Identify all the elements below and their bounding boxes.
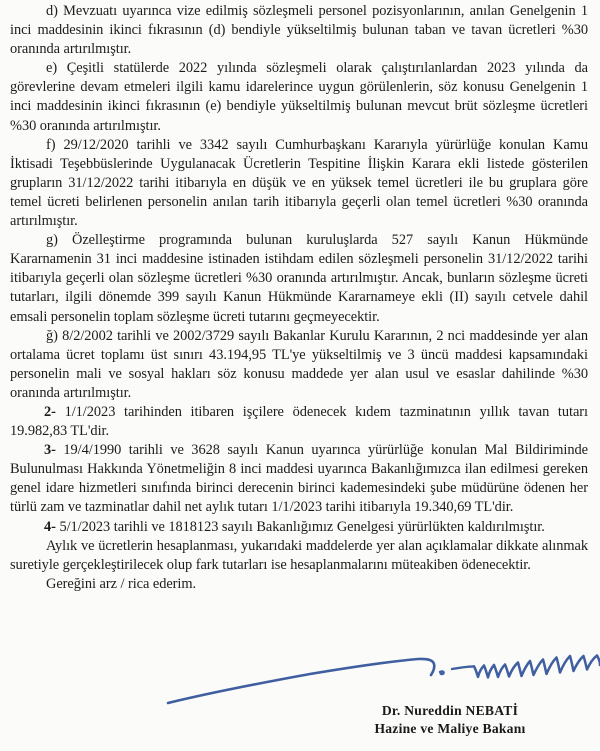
signature-block: [0, 628, 600, 751]
signatory-title: Hazine ve Maliye Bakanı: [374, 720, 526, 736]
list-marker-3: 3-: [44, 442, 56, 459]
paragraph-item-2-text: 1/1/2023 tarihinden itibaren işçilere ödenecek kıdem tazminatının yıllık tavan tutarı 19.982,83 TL'dir.: [10, 403, 588, 440]
signatory: [300, 702, 600, 737]
paragraph-item-g: g) Özelleştirme programında bulunan kuruluşlarda 527 sayılı Kanun Hükmünde Kararnamenin 31 inci maddesine istinaden istihdam edilen sözleşmeli personelin 31/12/2022 tarihi itibarıyla geçerli olan sözleşme ücretleri %30 oranında artırılmıştır. Ancak, bunların sözleşme ücreti tutarları, ilgili dönemde 399 sayılı Kanun Hükmünde Kararnameye ekli (II) sayılı cetvele dahil emsali personelin toplam sözleşme ücreti tutarını geçmeyecektir.: [10, 232, 588, 325]
paragraph-closing-note: Aylık ve ücretlerin hesaplanması, yukarıdaki maddelerde yer alan açıklamalar dikkate alınmak suretiyle gerçekleştirilecek olup fark tutarları ise hesaplanmalarını müteakiben ödenecektir.: [10, 537, 588, 573]
paragraph-item-g-breve: ğ) 8/2/2002 tarihli ve 2002/3729 sayılı Bakanlar Kurulu Kararının, 2 nci maddesinde yer alan ortalama ücret toplamı üst sınırı 43.194,95 TL'ye yükseltilmiş ve 3 üncü maddesi kapsamındaki personelin mali ve sosyal hakları söz konusu maddede yer alan usul ve esaslar dahilinde %30 oranında artırılmıştır.: [10, 327, 588, 401]
list-marker-2: 2-: [44, 403, 56, 420]
paragraph-item-d: d) Mevzuatı uyarınca vize edilmiş sözleşmeli personel pozisyonlarının, anılan Genelgenin 1 inci maddesinin ikinci fıkrasının (d) bendiyle yükseltilmiş bulunan taban ve tavan ücretleri %30 oranında artırılmıştır.: [10, 3, 588, 58]
signatory-name: Dr. Nureddin NEBATİ: [381, 703, 519, 718]
paragraph-item-e: e) Çeşitli statülerde 2022 yılında sözleşmeli olarak çalıştırılanlardan 2023 yılında da görevlerine devam etmeleri ilgili kamu idarelerince uygun görülenlerin, söz konusu Genelgenin 1 inci maddesinin ikinci fıkrasının (e) bendiyle yükseltilmiş bulunan mevcut brüt sözleşme ücretleri %30 oranında artırılmıştır.: [10, 60, 588, 134]
paragraph-item-4: [10, 518, 588, 537]
paragraph-item-3-text: 19/4/1990 tarihli ve 3628 sayılı Kanun uyarınca yürürlüğe konulan Mal Bildiriminde Bulunulması Hakkında Yönetmeliğin 8 inci maddesi uyarınca Bakanlığımızca ilan edilmesi gereken genel idare hizmetleri sınıfında birinci derecenin birinci kademesindeki şube müdürüne ödenen her türlü zam ve tazminatlar dahil net aylık tutarı 1/1/2023 tarihi itibarıyla 19.340,69 TL'dir.: [10, 442, 588, 516]
list-marker-4: 4-: [44, 518, 56, 535]
paragraph-item-f: f) 29/12/2020 tarihli ve 3342 sayılı Cumhurbaşkanı Kararıyla yürürlüğe konulan Kamu İktisadi Teşebbüslerinde Uygulanacak Ücretlerin Tespitine İlişkin Karara ekli listede gösterilen grupların 31/12/2022 tarihi itibarıyla en düşük ve en yüksek temel ücretleri ile bu gruplara göre temel ücreti belirlenen personelin anılan tarih itibarıyla geçerli olan temel ücretleri %30 oranında artırılmıştır.: [10, 136, 588, 230]
paragraph-item-3: [10, 441, 588, 517]
paragraph-item-2: [10, 403, 588, 441]
paragraph-closing-request: Gereğini arz / rica ederim.: [46, 575, 197, 592]
paragraph-item-4-text: 5/1/2023 tarihli ve 1818123 sayılı Bakanlığımız Genelgesi yürürlükten kaldırılmıştır.: [55, 518, 545, 535]
document-body: [10, 2, 588, 594]
signature-icon: [0, 628, 600, 706]
